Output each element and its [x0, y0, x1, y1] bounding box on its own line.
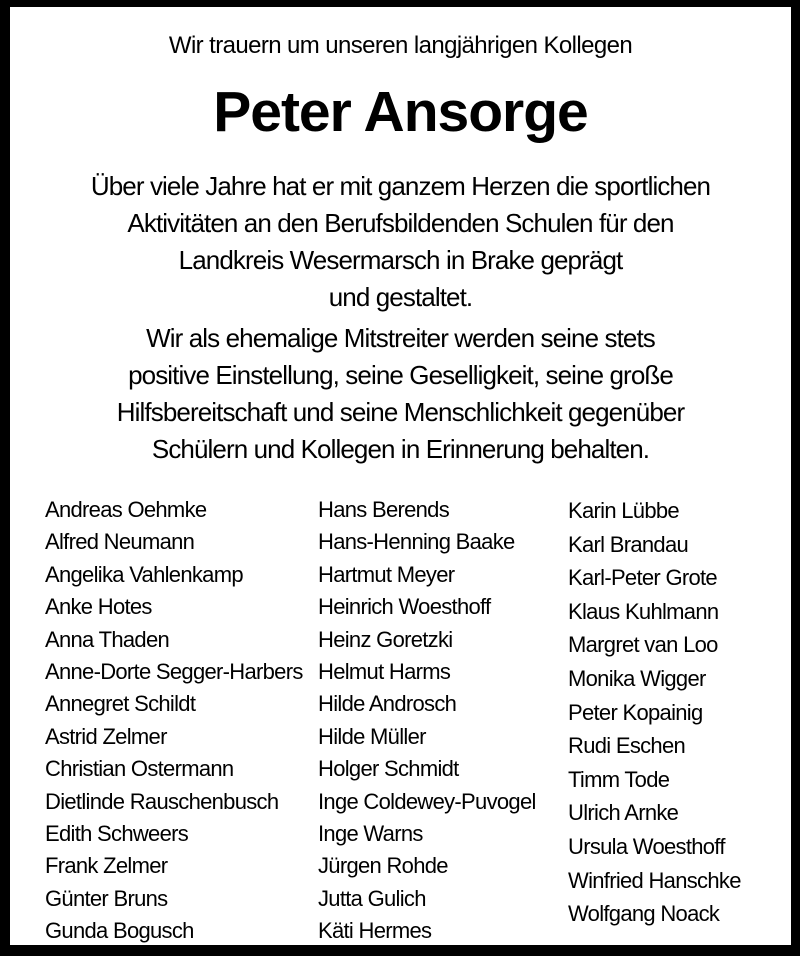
mourner-name: Rudi Eschen [568, 733, 686, 759]
mourner-name: Peter Kopainig [568, 699, 703, 725]
mourner-name: Günter Bruns [45, 885, 168, 911]
paragraph-line: positive Einstellung, seine Geselligkeit, seine große [128, 360, 673, 390]
mourner-name: Hilde Müller [318, 723, 426, 749]
paragraph-line: und gestaltet. [328, 282, 473, 312]
mourner-name: Karl Brandau [568, 531, 689, 557]
mourner-name: Annegret Schildt [45, 691, 196, 717]
mourner-name: Hans Berends [318, 497, 450, 522]
paragraph-line: Wir als ehemalige Mitstreiter werden seine stets [146, 323, 655, 353]
mourner-name: Wolfgang Noack [568, 901, 720, 927]
mourners-column-2 [318, 494, 568, 948]
paragraph-line: Hilfsbereitschaft und seine Menschlichkeit gegenüber [116, 397, 685, 427]
paragraph-line: Landkreis Wesermarsch in Brake geprägt [178, 245, 623, 275]
mourner-name: Inge Coldewey-Puvogel [318, 788, 536, 814]
mourner-name: Timm Tode [568, 766, 670, 792]
mourner-name: Ulrich Arnke [568, 800, 679, 826]
mourner-name: Gunda Bogusch [45, 918, 194, 944]
mourner-name: Anne-Dorte Segger-Harbers [45, 659, 303, 685]
mourner-name: Dietlinde Rauschenbusch [45, 788, 279, 814]
tribute-paragraph-2 [10, 320, 791, 468]
mourner-name: Hilde Androsch [318, 691, 457, 717]
deceased-name-heading: Peter Ansorge [213, 80, 588, 144]
mourner-name: Karl-Peter Grote [568, 565, 717, 591]
mourner-name: Klaus Kuhlmann [568, 598, 719, 624]
tribute-paragraph-1 [10, 168, 791, 316]
mourner-name: Jutta Gulich [318, 885, 426, 911]
mourner-name: Alfred Neumann [45, 529, 195, 555]
mourners-list [10, 494, 791, 948]
mourner-name: Inge Warns [318, 821, 423, 847]
mourner-name: Christian Ostermann [45, 756, 234, 782]
mourner-name: Winfried Hanschke [568, 867, 741, 893]
mourner-name: Ursula Woesthoff [568, 833, 725, 859]
mourner-name: Heinz Goretzki [318, 626, 453, 652]
mourner-name: Heinrich Woesthoff [318, 594, 491, 620]
mourner-name: Edith Schweers [45, 821, 189, 847]
mourners-column-1 [45, 494, 318, 948]
mourner-name: Monika Wigger [568, 665, 706, 691]
paragraph-line: Schülern und Kollegen in Erinnerung behalten. [151, 434, 650, 464]
mourner-name: Karin Lübbe [568, 498, 679, 523]
mourner-name: Hans-Henning Baake [318, 529, 515, 555]
mourner-name: Astrid Zelmer [45, 723, 167, 749]
mourners-column-3 [568, 494, 781, 948]
mourner-name: Jürgen Rohde [318, 853, 448, 879]
mourner-name: Hartmut Meyer [318, 561, 455, 587]
mourner-name: Angelika Vahlenkamp [45, 561, 243, 587]
mourner-name: Margret van Loo [568, 632, 718, 658]
intro-line: Wir trauern um unseren langjährigen Kollegen [168, 32, 633, 59]
mourner-name: Frank Zelmer [45, 853, 168, 879]
mourner-name: Anke Hotes [45, 594, 152, 620]
mourner-name: Andreas Oehmke [45, 497, 207, 522]
mourner-name: Anna Thaden [45, 626, 170, 652]
mourner-name: Holger Schmidt [318, 756, 459, 782]
paragraph-line: Aktivitäten an den Berufsbildenden Schulen für den [127, 208, 674, 238]
paragraph-line: Über viele Jahre hat er mit ganzem Herzen die sportlichen [90, 171, 711, 201]
mourner-name: Käti Hermes [318, 918, 432, 944]
mourner-name: Helmut Harms [318, 659, 451, 685]
